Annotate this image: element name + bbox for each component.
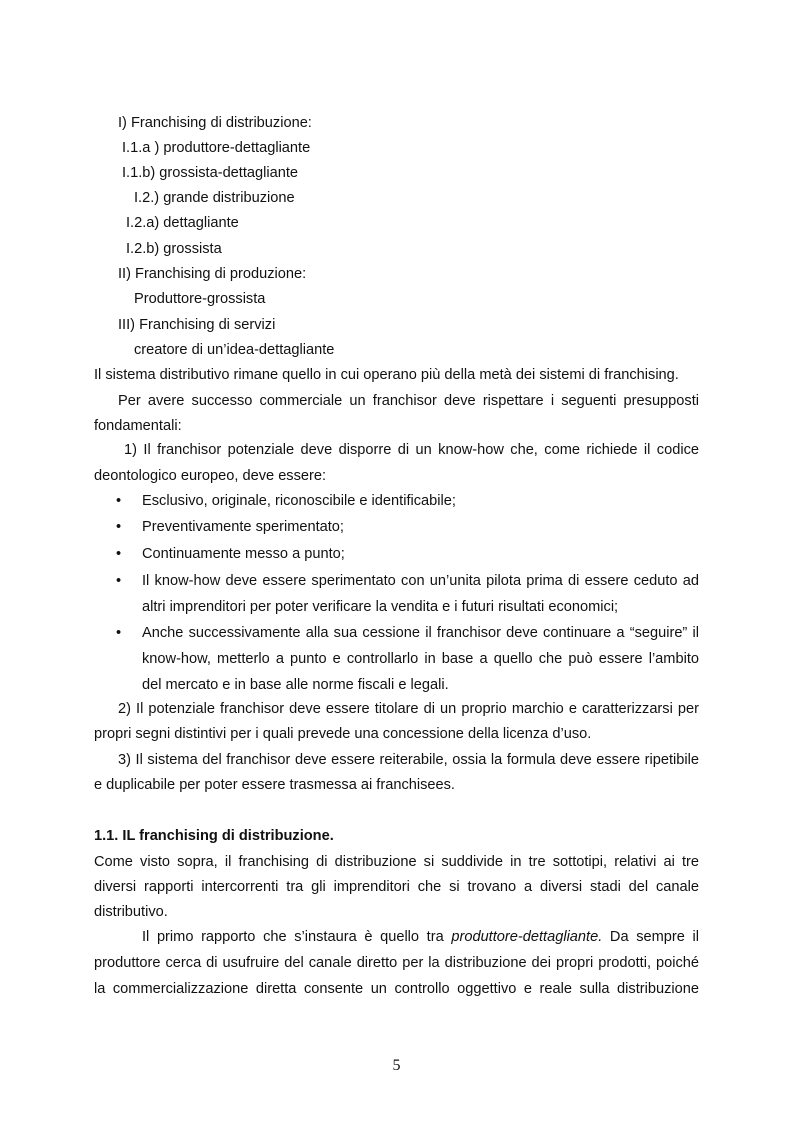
paragraph-line: deontologico europeo, deve essere: [94,468,327,484]
text-run: Da sempre il [602,929,699,945]
paragraph-line: e duplicabile per poter essere trasmessa ai franchisees. [94,777,455,793]
bullet-icon: • [116,493,122,509]
section-heading: 1.1. IL franchising di distribuzione. [94,828,334,844]
bullet-item-continuation: know-how, metterlo a punto e controllarlo in base a quello che può essere l’ambito [142,651,699,667]
emphasis-text: produttore-dettagliante. [451,929,603,945]
outline-item: I.2.b) grossista [126,241,222,257]
outline-item: I.2.a) dettagliante [126,215,239,231]
paragraph-line: propri segni distintivi per i quali prevede una concessione della licenza d’uso. [94,726,592,742]
bullet-item: Preventivamente sperimentato; [142,519,344,535]
outline-item: Produttore-grossista [134,291,266,307]
paragraph-line: fondamentali: [94,418,182,434]
paragraph-line: 3) Il sistema del franchisor deve essere reiterabile, ossia la formula deve essere ripetibile [118,752,699,768]
outline-item: III) Franchising di servizi [118,317,276,333]
bullet-item: Il know-how deve essere sperimentato con un’unita pilota prima di essere ceduto ad [142,573,699,589]
paragraph-line: diversi rapporti intercorrenti tra gli imprenditori che si trovano a diversi stadi del canale [94,879,699,895]
text-run: Il primo rapporto che s’instaura è quello tra [142,929,452,945]
outline-item: I.1.b) grossista-dettagliante [122,165,299,181]
outline-item: I.1.a ) produttore-dettagliante [122,140,311,156]
bullet-icon: • [116,625,122,641]
outline-item: I.2.) grande distribuzione [134,190,295,206]
paragraph-line: la commercializzazione diretta consente un controllo oggettivo e reale sulla distribuzione [94,981,699,997]
outline-item: II) Franchising di produzione: [118,266,307,282]
bullet-icon: • [116,519,122,535]
paragraph-line [142,928,699,946]
bullet-item-continuation: altri imprenditori per poter verificare la vendita e i futuri risultati economici; [142,599,619,615]
outline-item: I) Franchising di distribuzione: [118,115,312,131]
bullet-icon: • [116,546,122,562]
bullet-item: Anche successivamente alla sua cessione il franchisor deve continuare a “seguire” il [142,625,699,641]
paragraph-line: 2) Il potenziale franchisor deve essere titolare di un proprio marchio e caratterizzarsi per [118,701,699,717]
paragraph-line: 1) Il franchisor potenziale deve disporre di un know-how che, come richiede il codice [124,442,699,458]
paragraph-line: produttore cerca di usufruire del canale diretto per la distribuzione dei propri prodotti, poiché [94,955,699,971]
bullet-item: Esclusivo, originale, riconoscibile e identificabile; [142,493,456,509]
paragraph-line: Per avere successo commerciale un franchisor deve rispettare i seguenti presupposti [118,393,699,409]
paragraph-line: Il sistema distributivo rimane quello in cui operano più della metà dei sistemi di franchising. [94,367,679,383]
page-number: 5 [392,1057,401,1074]
bullet-item-continuation: del mercato e in base alle norme fiscali e legali. [142,677,449,693]
outline-item: creatore di un’idea-dettagliante [134,342,335,358]
paragraph-line: Come visto sopra, il franchising di distribuzione si suddivide in tre sottotipi, relativi ai tre [94,854,699,870]
bullet-item: Continuamente messo a punto; [142,546,345,562]
paragraph-line: distributivo. [94,904,168,920]
bullet-icon: • [116,573,122,589]
